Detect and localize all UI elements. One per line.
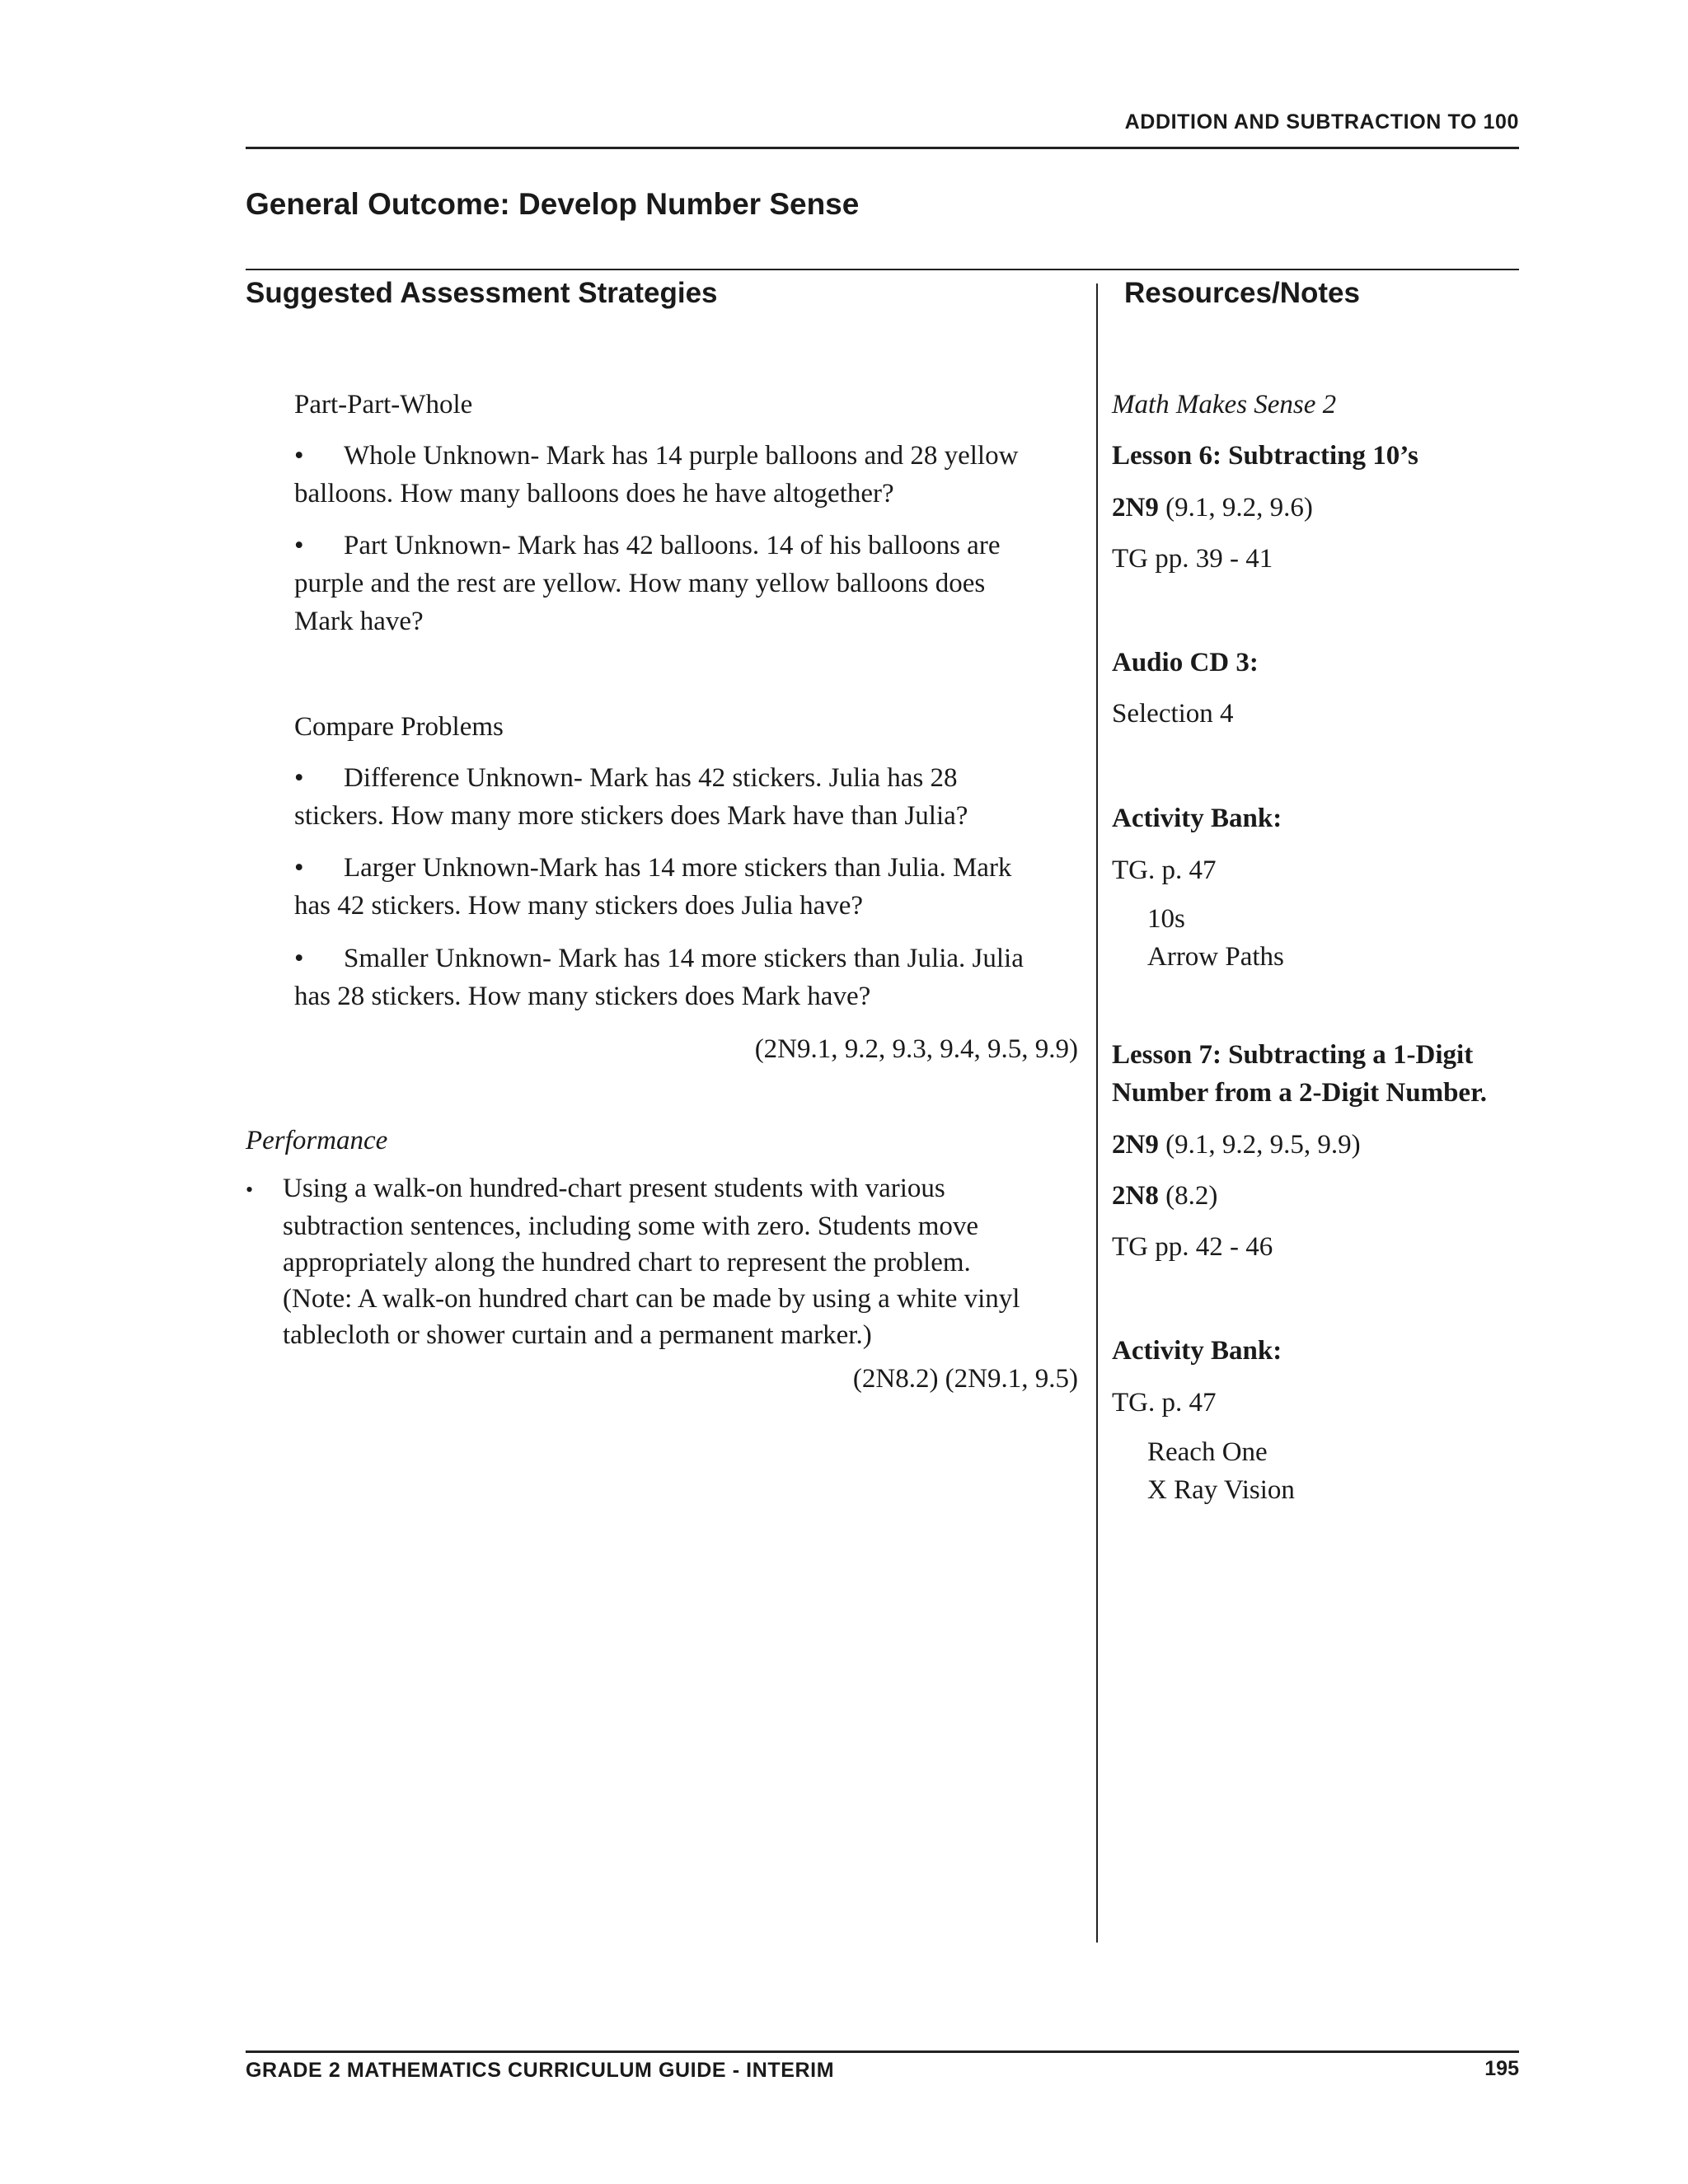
column-divider [1096,284,1098,1943]
bullet-icon: • [294,853,304,883]
difference-unknown-item: • Difference Unknown- Mark has 42 stickers. Julia has 28 stickers. How many more stickers does Mark have than Julia? [294,759,968,835]
lesson7-outcome-code: 2N8 (8.2) [1112,1181,1218,1211]
larger-unknown-item: • Larger Unknown-Mark has 14 more stickers than Julia. Mark has 42 stickers. How many stickers does Julia have? [294,849,1011,925]
lesson7-title-line1: Lesson 7: Subtracting a 1-Digit [1112,1040,1474,1070]
page-number: 195 [1484,2057,1519,2080]
lesson7-outcome-code: 2N9 (9.1, 9.2, 9.5, 9.9) [1112,1130,1361,1160]
activity-bank-1-title: Activity Bank: [1112,804,1282,833]
bullet-icon: • [294,531,304,560]
outcome-title: General Outcome: Develop Number Sense [246,187,860,221]
smaller-unknown-item: • Smaller Unknown- Mark has 14 more stickers than Julia. Julia has 28 stickers. How many stickers does Mark have? [294,940,1024,1015]
activity-bank-1-page: TG. p. 47 [1112,855,1217,885]
bullet-icon: • [246,1178,254,1202]
bullet-icon: • [294,441,304,471]
performance-item: • Using a walk-on hundred-chart present students with various subtraction sentences, including some with zero. Students move appropriately along the hundred chart to represent the problem. (Note: A walk-on hundred chart can be made by using a white vinyl tablecloth or shower curtain and a permanent marker.) [246,1174,1020,1350]
left-column-heading: Suggested Assessment Strategies [246,277,718,309]
section-header: ADDITION AND SUBTRACTION TO 100 [1124,110,1519,134]
lesson7-title-line2: Number from a 2-Digit Number. [1112,1078,1487,1108]
activity-bank-1-item: 10s [1147,904,1185,934]
activity-bank-2-item: Reach One [1147,1437,1268,1467]
performance-reference: (2N8.2) (2N9.1, 9.5) [852,1364,1078,1394]
columns-rule [246,269,1519,270]
performance-heading: Performance [246,1126,388,1155]
part-part-whole-heading: Part-Part-Whole [294,390,473,419]
lesson6-tg-pages: TG pp. 39 - 41 [1112,544,1273,574]
activity-bank-2-title: Activity Bank: [1112,1336,1282,1366]
audio-cd-title: Audio CD 3: [1112,648,1259,677]
footer-guide-title: GRADE 2 MATHEMATICS CURRICULUM GUIDE - INTERIM [246,2059,835,2082]
bullet-icon: • [294,763,304,793]
audio-selection: Selection 4 [1112,699,1234,729]
compare-reference: (2N9.1, 9.2, 9.3, 9.4, 9.5, 9.9) [754,1034,1078,1064]
compare-problems-heading: Compare Problems [294,712,504,742]
lesson6-outcome-code: 2N9 (9.1, 9.2, 9.6) [1112,493,1313,523]
bullet-icon: • [294,944,304,973]
part-unknown-item: • Part Unknown- Mark has 42 balloons. 14 of his balloons are purple and the rest are yellow. How many yellow balloons does Mark have? [294,527,1000,640]
header-rule [246,147,1519,149]
lesson6-title: Lesson 6: Subtracting 10’s [1112,441,1418,471]
lesson7-tg-pages: TG pp. 42 - 46 [1112,1232,1273,1262]
activity-bank-2-page: TG. p. 47 [1112,1388,1217,1418]
activity-bank-2-item: X Ray Vision [1147,1475,1295,1505]
activity-bank-1-item: Arrow Paths [1147,942,1284,972]
right-column-heading: Resources/Notes [1124,277,1360,309]
whole-unknown-item: • Whole Unknown- Mark has 14 purple balloons and 28 yellow balloons. How many balloons does he have altogether? [294,437,1018,513]
footer-rule [246,2050,1519,2053]
book-title: Math Makes Sense 2 [1112,390,1337,419]
